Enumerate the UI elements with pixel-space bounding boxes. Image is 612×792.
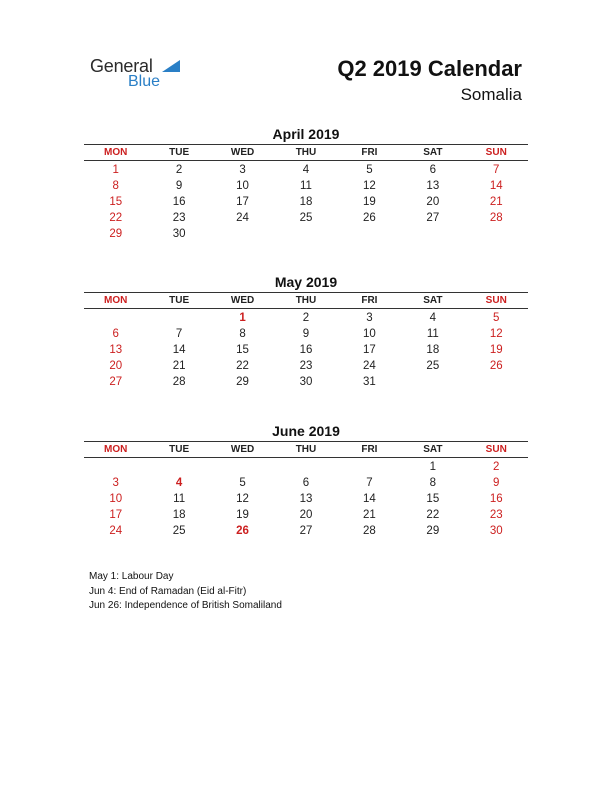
week-row [84, 459, 528, 475]
day-cell: 6 [302, 477, 310, 489]
day-cell: 20 [109, 360, 123, 372]
logo-general-text: General [90, 56, 153, 76]
weekday-label: WED [230, 444, 255, 455]
day-cell: 20 [299, 509, 313, 521]
day-cell: 23 [172, 212, 186, 224]
day-cell: 17 [363, 344, 376, 356]
day-cell: 11 [426, 328, 439, 340]
week-row [84, 310, 528, 326]
day-cell: 30 [299, 376, 313, 388]
holiday-note: Jun 26: Independence of British Somaliland [89, 600, 282, 611]
weekday-label: FRI [361, 444, 378, 455]
day-cell: 10 [363, 328, 376, 340]
day-cell: 10 [109, 493, 123, 505]
day-cell: 11 [300, 180, 312, 192]
page-subtitle: Somalia [460, 85, 522, 104]
day-cell: 25 [172, 525, 186, 537]
day-cell: 27 [109, 376, 123, 388]
day-cell: 28 [489, 212, 503, 224]
weekday-label: SUN [485, 147, 507, 158]
day-cell: 27 [299, 525, 313, 537]
day-cell: 19 [489, 344, 503, 356]
day-cell: 24 [109, 525, 123, 537]
week-row [84, 226, 528, 242]
day-cell: 15 [426, 493, 440, 505]
weekday-label: THU [295, 295, 317, 306]
day-cell: 14 [172, 344, 186, 356]
day-cell: 9 [302, 328, 310, 340]
day-cell: 13 [299, 493, 313, 505]
day-cell: 26 [363, 212, 376, 224]
month-block [84, 273, 528, 390]
day-cell: 8 [429, 477, 437, 489]
weekday-header [84, 441, 528, 458]
day-cell: 18 [172, 509, 186, 521]
day-cell: 19 [363, 196, 376, 208]
holiday-notes [89, 570, 282, 614]
week-row [84, 507, 528, 523]
day-cell: 21 [363, 509, 376, 521]
weekday-label: TUE [169, 147, 190, 158]
weekday-label: FRI [361, 147, 378, 158]
day-cell: 1 [112, 164, 119, 176]
holiday-note: Jun 4: End of Ramadan (Eid al-Fitr) [89, 585, 247, 597]
week-row [84, 374, 528, 390]
day-cell: 17 [109, 509, 123, 521]
weekday-label: THU [295, 147, 317, 158]
day-cell: 7 [366, 477, 373, 489]
weekday-header [84, 144, 528, 161]
day-cell: 24 [363, 360, 376, 372]
day-cell: 25 [299, 212, 313, 224]
day-cell: 23 [299, 360, 313, 372]
day-cell: 25 [426, 360, 440, 372]
day-cell: 4 [175, 477, 183, 489]
day-cell: 4 [302, 164, 310, 176]
month-block [84, 422, 528, 539]
weekday-label: SUN [485, 295, 507, 306]
day-cell: 27 [426, 212, 440, 224]
day-cell: 14 [363, 493, 376, 505]
day-cell: 14 [489, 180, 503, 192]
day-cell: 3 [366, 312, 373, 324]
day-cell: 3 [239, 164, 246, 176]
weekday-label: SAT [423, 295, 443, 306]
day-cell: 21 [172, 360, 186, 372]
holiday-note: May 1: Labour Day [89, 571, 174, 582]
week-row [84, 523, 528, 539]
day-cell: 28 [363, 525, 376, 537]
day-cell: 24 [236, 212, 249, 224]
day-cell: 6 [429, 164, 437, 176]
day-cell: 26 [489, 360, 503, 372]
weekday-label: MON [104, 147, 128, 158]
day-cell: 1 [239, 312, 246, 324]
day-cell: 30 [489, 525, 503, 537]
month-block [84, 125, 528, 242]
day-cell: 12 [363, 180, 376, 192]
week-row [84, 210, 528, 226]
week-row [84, 491, 528, 507]
weekday-label: WED [230, 147, 255, 158]
day-cell: 12 [236, 493, 249, 505]
day-cell: 4 [429, 312, 437, 324]
day-cell: 31 [363, 376, 376, 388]
day-cell: 23 [489, 509, 503, 521]
day-cell: 10 [236, 180, 249, 192]
weekday-label: MON [104, 444, 128, 455]
week-row [84, 326, 528, 342]
week-row [84, 342, 528, 358]
day-cell: 28 [172, 376, 186, 388]
day-cell: 22 [426, 509, 440, 521]
day-cell: 2 [302, 312, 310, 324]
day-cell: 8 [112, 180, 119, 192]
day-cell: 15 [109, 196, 123, 208]
day-cell: 29 [426, 525, 440, 537]
day-cell: 2 [175, 164, 183, 176]
brand-logo [90, 56, 190, 96]
day-cell: 22 [109, 212, 123, 224]
weekday-label: TUE [169, 295, 190, 306]
weekday-label: SUN [485, 444, 507, 455]
weekday-label: TUE [169, 444, 190, 455]
day-cell: 21 [489, 196, 503, 208]
day-cell: 16 [299, 344, 313, 356]
day-cell: 2 [493, 461, 500, 473]
day-cell: 8 [239, 328, 246, 340]
weekday-label: FRI [361, 295, 378, 306]
weekday-header [84, 292, 528, 309]
day-cell: 16 [172, 196, 186, 208]
weekday-label: MON [104, 295, 128, 306]
week-row [84, 358, 528, 374]
weekday-label: THU [295, 444, 317, 455]
month-title: June 2019 [272, 423, 340, 439]
page-title: Q2 2019 Calendar [337, 56, 522, 81]
week-row [84, 194, 528, 210]
day-cell: 29 [109, 228, 123, 240]
logo-triangle-icon [162, 60, 180, 72]
weekday-label: SAT [423, 444, 443, 455]
day-cell: 19 [236, 509, 249, 521]
day-cell: 5 [239, 477, 246, 489]
day-cell: 29 [236, 376, 249, 388]
weekday-label: WED [230, 295, 255, 306]
day-cell: 5 [366, 164, 373, 176]
day-cell: 15 [236, 344, 249, 356]
day-cell: 17 [236, 196, 249, 208]
day-cell: 30 [172, 228, 186, 240]
day-cell: 13 [426, 180, 440, 192]
day-cell: 7 [175, 328, 183, 340]
logo-blue-text: Blue [128, 73, 161, 90]
day-cell: 9 [175, 180, 183, 192]
day-cell: 18 [426, 344, 440, 356]
day-cell: 6 [112, 328, 119, 340]
day-cell: 9 [493, 477, 500, 489]
day-cell: 18 [299, 196, 313, 208]
day-cell: 13 [109, 344, 123, 356]
day-cell: 5 [493, 312, 500, 324]
day-cell: 1 [429, 461, 437, 473]
day-cell: 3 [112, 477, 119, 489]
day-cell: 20 [426, 196, 440, 208]
month-title: April 2019 [272, 126, 340, 142]
week-row [84, 162, 528, 178]
day-cell: 7 [493, 164, 500, 176]
day-cell: 16 [489, 493, 503, 505]
day-cell: 11 [173, 493, 186, 505]
weekday-label: SAT [423, 147, 443, 158]
week-row [84, 178, 528, 194]
day-cell: 12 [489, 328, 503, 340]
day-cell: 26 [236, 525, 249, 537]
day-cell: 22 [236, 360, 249, 372]
week-row [84, 475, 528, 491]
month-title: May 2019 [274, 274, 338, 290]
